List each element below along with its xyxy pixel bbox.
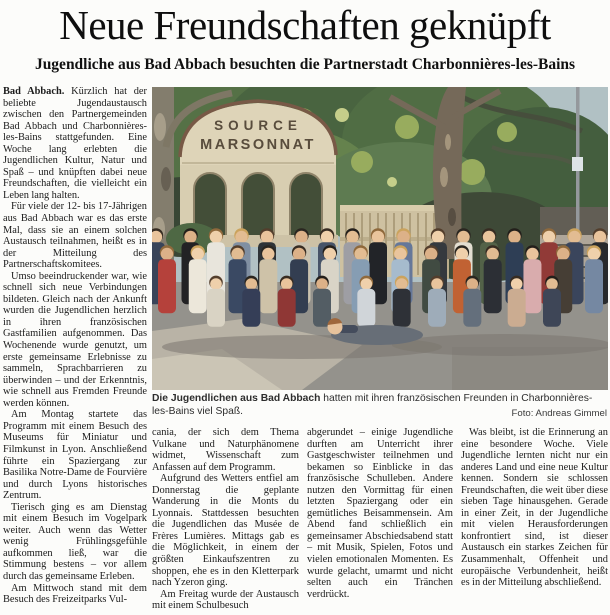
caption-lead: Die Jugendlichen aus Bad Abbach (152, 393, 321, 404)
group-photo (152, 87, 608, 390)
paragraph: Für viele der 12- bis 17-Jährigen aus Bad Abbach war es das erste Mal, dass sie an einem solchen Austausch teilnahmen, heißt es in der Mitteilung des Partnerschaftskomitees. (3, 201, 147, 271)
paragraph: abgerundet – einige Jugendliche durften am Unterricht ihrer Gastgeschwister teilnehmen und bekamen so Einblicke in das französische Schulleben. Andere nutzen den Vormittag für einen letzten Spaziergang oder ein gemütliches Beisammensein. Am Abend fand schließlich ein gemeinsamer Abschiedsabend statt – mit Musik, Spielen, Fotos und vielen emotionalen Momenten. Es wurde gelacht, umarmt und nicht selten auch ein Tränchen verdrückt. (307, 427, 453, 600)
article-column-1 (3, 86, 147, 613)
paragraph-text: Kürzlich hat der beliebte Jugendaustausch zwischen den Partnergemeinden Bad Abbach und Charbonnières-les-Bains stattgefunden. Eine Woche lang erlebten die Jugendlichen Kultur, Natur und Spaß – und knüpften dabei neue Freundschaften, die vielleicht ein Leben lang halten. (3, 86, 147, 201)
paragraph: Am Freitag wurde der Austausch mit einem Schulbesuch (152, 588, 299, 612)
paragraph: Was bleibt, ist die Erinnerung an eine besondere Woche. Viele Jugendliche lernten nicht nur ein anderes Land und eine neue Kultur kennen. Sondern sie schlossen Freundschaften, die weit über diese sieben Tage hinausgehen. Gerade in einer Zeit, in der Jugendliche mit vielen Herausforderungen konfrontiert sind, ist dieser Austausch ein starkes Zeichen für Zusammenhalt, Offenheit und europäische Verbundenheit, heißt es in der Mitteilung abschließend. (461, 427, 608, 589)
article-column-3 (307, 427, 453, 613)
article-subheadline: Jugendliche aus Bad Abbach besuchten die Partnerstadt Charbonnières-les-Bains (34, 56, 576, 73)
article-column-2 (152, 427, 299, 613)
group-photo-illustration (152, 87, 608, 390)
photo-caption (152, 392, 608, 422)
photo-credit: Foto: Andreas Gimmel (511, 408, 607, 419)
sunlight-overlay (152, 87, 608, 390)
caption-text: hatten mit ihren französischen Freunden in Charbonnières-les-Bains viel Spaß. (152, 393, 593, 417)
paragraph: Aufgrund des Wetters entfiel am Donnerstag die geplante Wanderung in die Monts du Lyonnais. Stattdessen besuchten die Jugendlichen das Musée de Frères Lumières. Mittags gab es die Möglichkeit, in einem der größten Einkaufszentren zu shoppen, ehe es in den Kletterpark nach Yzeron ging. (152, 473, 299, 589)
monument-inscription-line2: MARSONNAT (200, 137, 316, 153)
monument-inscription-line1: SOURCE (214, 118, 302, 133)
paragraph: Tierisch ging es am Dienstag mit einem Besuch im Vogelpark weiter. Auch wenn das Wetter wenig Frühlingsgefühle aufkommen ließ, war die Stimmung bestens – vor allem durch das gemeinsame Erleben. (3, 501, 147, 582)
paragraph (3, 86, 147, 201)
dateline: Bad Abbach. (3, 86, 65, 97)
paragraph: Umso beeindruckender war, wie schnell sich neue Verbindungen bildeten. Gleich nach der Ankunft wurden die Jugendlichen herzlich in ihren französischen Gastfamilien aufgenommen. Das Wochenende wurde genutzt, um erste gemeinsame Erlebnisse zu sammeln, Sprachbarrieren zu überwinden – und der Erkenntnis, wie schnell aus Fremden Freunde werden können. (3, 270, 147, 409)
paragraph: Am Montag startete das Programm mit einem Besuch des Museums für Miniatur und Filmkunst in Lyon. Anschließend führte ein Spaziergang zur Basilika Notre-Dame de Fourvière und durch Lyons historisches Zentrum. (3, 409, 147, 502)
article-headline: Neue Freundschaften geknüpft (59, 2, 551, 48)
article-column-4 (461, 427, 608, 613)
paragraph: cania, der sich dem Thema Vulkane und Naturphänomene widmet, Wissenschaft zum Anfassen auf dem Programm. (152, 427, 299, 473)
paragraph: Am Mittwoch stand mit dem Besuch des Freizeitparks Vul- (3, 582, 147, 606)
